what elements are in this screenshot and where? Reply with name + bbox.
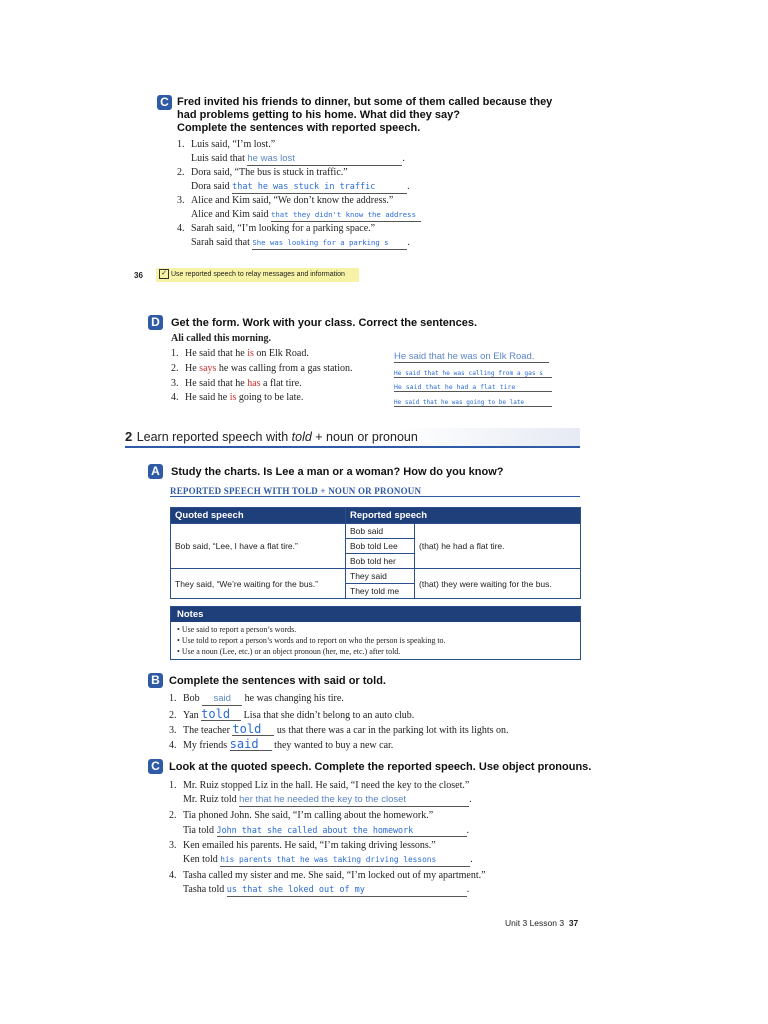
d-item-3: 3. He said that he has a flat tire. — [171, 378, 302, 389]
c2-item-4-quote: 4. Tasha called my sister and me. She said, “I’m locked out of my apartment.” — [169, 870, 486, 881]
section-2-heading: 2 Learn reported speech with told + noun or pronoun — [125, 428, 580, 448]
d-item-1-answer[interactable]: He said that he was on Elk Road. — [394, 346, 549, 364]
page-number-left: 36 — [134, 271, 143, 280]
row2-quote: They said, “We’re waiting for the bus.” — [171, 569, 346, 599]
b-item-1-answer[interactable]: said — [202, 693, 242, 706]
reported-speech-chart — [170, 507, 581, 599]
page-number: 37 — [568, 918, 579, 928]
section-a-badge: A — [148, 464, 163, 479]
c2-item-4-answer-line: Tasha told us that she loked out of my . — [183, 884, 470, 895]
section-c-badge: C — [157, 95, 172, 110]
d-item-1: 1. He said that he is on Elk Road. — [171, 348, 309, 359]
note-item: • Use told to report a person’s words and to report on who the person is speaking to. — [177, 636, 446, 645]
d-item-3-answer[interactable]: He said that he had a flat tire — [394, 376, 552, 394]
row1-quote: Bob said, “Lee, I have a flat tire.” — [171, 524, 346, 569]
reported-speech-header: Reported speech — [346, 508, 581, 524]
notes-box — [170, 606, 581, 660]
c-item-4-answer-line: Sarah said that She was looking for a parking s . — [191, 237, 410, 248]
c-item-4-answer[interactable]: She was looking for a parking s — [252, 237, 407, 250]
c-item-2-quote: 2. Dora said, “The bus is stuck in traffic.” — [177, 167, 348, 178]
section-b-instructions: Complete the sentences with said or told. — [169, 675, 386, 687]
c-item-2-answer[interactable]: that he was stuck in traffic — [232, 181, 407, 194]
c2-item-3-answer[interactable]: his parents that he was taking driving lessons — [220, 854, 470, 867]
notes-header: Notes — [171, 607, 580, 622]
section-a-instructions: Study the charts. Is Lee a man or a woman? How do you know? — [171, 466, 504, 478]
d-item-2: 2. He says he was calling from a gas station. — [171, 363, 353, 374]
b-item-4-answer[interactable]: said — [230, 738, 272, 751]
section-c2-instructions: Look at the quoted speech. Complete the reported speech. Use object pronouns. — [169, 761, 592, 773]
section-c-instructions: Fred invited his friends to dinner, but some of them called because they had problems getting to his home. What did they say? Complete the sentences with reported speech. — [177, 96, 553, 134]
b-item-4: 4. My friends said they wanted to buy a new car. — [169, 737, 394, 751]
c2-item-2-quote: 2. Tia phoned John. She said, “I’m calling about the homework.” — [169, 810, 434, 821]
c-item-1-quote: 1. Luis said, “I’m lost.” — [177, 139, 276, 150]
b-item-1: 1. Bob said he was changing his tire. — [169, 693, 344, 704]
c-item-3-answer-line: Alice and Kim said that they didn't know the address — [191, 209, 421, 222]
section-c2-badge: C — [148, 759, 163, 774]
section-d-badge: D — [148, 315, 163, 330]
b-item-3-answer[interactable]: told — [232, 723, 274, 736]
row2-subject: They told me — [346, 584, 415, 599]
row1-subject: Bob told Lee — [346, 539, 415, 554]
page-footer: Unit 3 Lesson 3 37 — [505, 918, 579, 928]
row2-subject: They said — [346, 569, 415, 584]
b-item-3: 3. The teacher told us that there was a car in the parking lot with its lights on. — [169, 722, 509, 736]
c2-item-3-quote: 3. Ken emailed his parents. He said, “I’m taking driving lessons.” — [169, 840, 436, 851]
chart-heading: REPORTED SPEECH WITH TOLD + NOUN OR PRONOUN — [170, 486, 580, 497]
c2-item-1-quote: 1. Mr. Ruiz stopped Liz in the hall. He said, “I need the key to the closet.” — [169, 780, 470, 791]
c-item-3-answer[interactable]: that they didn't know the address — [271, 209, 421, 222]
c-item-1-answer-line: Luis said that he was lost . — [191, 153, 405, 164]
section-d-context: Ali called this morning. — [171, 333, 272, 344]
d-item-2-answer[interactable]: He said that he was calling from a gas s — [394, 362, 552, 380]
quoted-speech-header: Quoted speech — [171, 508, 346, 524]
d-item-4-answer[interactable]: He said that he was going to be late — [394, 391, 552, 409]
c2-item-2-answer[interactable]: John that she called about the homework — [217, 824, 467, 837]
c2-item-1-answer-line: Mr. Ruiz told her that he needed the key to the closet . — [183, 794, 472, 805]
c2-item-3-answer-line: Ken told his parents that he was taking driving lessons . — [183, 854, 473, 865]
note-item: • Use said to report a person’s words. — [177, 625, 297, 634]
c-item-4-quote: 4. Sarah said, “I’m looking for a parking space.” — [177, 223, 376, 234]
c-item-2-answer-line: Dora said that he was stuck in traffic . — [191, 181, 410, 192]
row1-subject: Bob told her — [346, 554, 415, 569]
c2-item-1-answer[interactable]: her that he needed the key to the closet — [239, 794, 469, 807]
d-item-4: 4. He said he is going to be late. — [171, 392, 304, 403]
section-b-badge: B — [148, 673, 163, 688]
c2-item-2-answer-line: Tia told John that she called about the homework . — [183, 825, 470, 836]
b-item-2-answer[interactable]: told — [201, 708, 241, 721]
b-item-2: 2. Yan told Lisa that she didn’t belong to an auto club. — [169, 707, 415, 721]
checklist-bar: ✓ Use reported speech to relay messages and information — [156, 268, 359, 282]
row1-clause: (that) he had a flat tire. — [415, 524, 581, 569]
c2-item-4-answer[interactable]: us that she loked out of my — [227, 884, 467, 897]
c-item-3-quote: 3. Alice and Kim said, “We don’t know the address.” — [177, 195, 394, 206]
row1-subject: Bob said — [346, 524, 415, 539]
checkbox-icon[interactable]: ✓ — [159, 269, 169, 279]
section-d-instructions: Get the form. Work with your class. Correct the sentences. — [171, 317, 478, 329]
note-item: • Use a noun (Lee, etc.) or an object pronoun (her, me, etc.) after told. — [177, 647, 401, 656]
c-item-1-answer[interactable]: he was lost — [247, 153, 402, 166]
row2-clause: (that) they were waiting for the bus. — [415, 569, 581, 599]
